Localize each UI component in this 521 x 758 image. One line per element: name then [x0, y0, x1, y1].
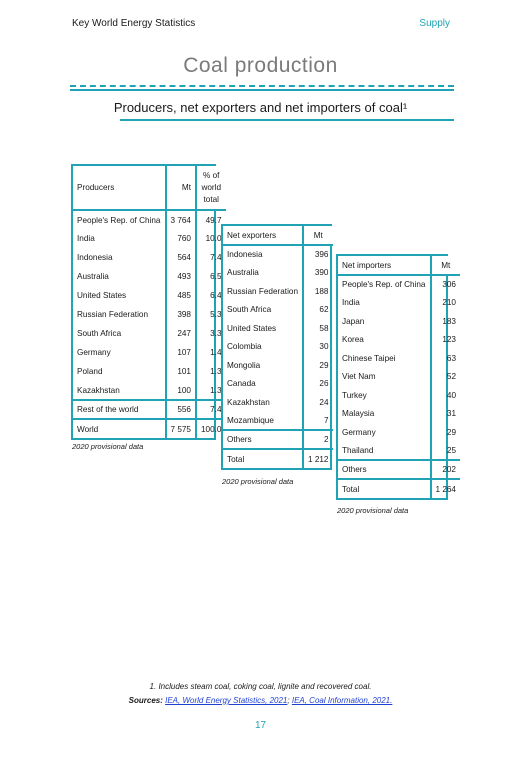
importer-row [338, 368, 460, 387]
share-header-line-2: world [201, 182, 222, 192]
importer-mt: 52 [431, 368, 461, 387]
producers-col-mt-header: Mt [166, 166, 197, 210]
producer-country: Australia [77, 272, 109, 281]
producers-rest-row [73, 400, 226, 419]
producer-row [73, 210, 226, 229]
importer-row [338, 442, 460, 461]
share-header-line-1: % of [203, 170, 220, 180]
exporter-mt: 188 [303, 282, 333, 301]
producer-country: United States [77, 291, 127, 300]
producer-country: Germany [77, 348, 111, 357]
page-number: 17 [254, 720, 267, 731]
producer-mt: 398 [166, 305, 197, 324]
exporters-total-value: 1 212 [303, 449, 333, 468]
producer-row [73, 381, 226, 400]
exporter-mt: 62 [303, 301, 333, 320]
exporters-others-label: Others [223, 430, 303, 449]
importer-mt: 306 [431, 275, 461, 294]
importers-col-mt-header: Mt [431, 256, 461, 275]
exporter-mt: 24 [303, 393, 333, 412]
exporters-header-row [223, 226, 333, 245]
producer-mt: 564 [166, 248, 197, 267]
importer-country: Korea [342, 335, 364, 345]
importers-col-name-header: Net importers [338, 256, 431, 275]
importer-row [338, 386, 460, 405]
exporter-country: United States [227, 323, 277, 333]
importer-mt: 25 [431, 442, 461, 461]
exporter-row [223, 245, 333, 264]
producer-mt: 101 [166, 362, 197, 381]
exporter-mt: 396 [303, 245, 333, 264]
producer-country: Indonesia [77, 253, 113, 262]
producer-share: 1.3 [196, 362, 226, 381]
importers-total-value: 1 264 [431, 479, 461, 498]
producers-note: 2020 provisional data [72, 442, 144, 451]
exporter-country: Kazakhstan [227, 397, 270, 407]
producer-country: Russian Federation [77, 310, 148, 319]
importers-note: 2020 provisional data [337, 506, 409, 515]
exporter-row [223, 375, 333, 394]
world-share: 100.0 [196, 419, 226, 438]
importers-others-value: 202 [431, 460, 461, 479]
page-title: Coal production [183, 54, 338, 77]
producer-mt: 247 [166, 324, 197, 343]
exporters-total-row [223, 449, 333, 468]
producer-row [73, 343, 226, 362]
source-link-world-energy-statistics[interactable]: IEA, World Energy Statistics, 2021 [165, 696, 288, 705]
footnote: 1. Includes steam coal, coking coal, lignite and recovered coal. [149, 682, 372, 691]
importer-country: Japan [342, 316, 365, 326]
producer-share: 10.0 [196, 229, 226, 248]
producer-share: 6.5 [196, 267, 226, 286]
exporters-note: 2020 provisional data [222, 477, 294, 486]
importer-country: Malaysia [342, 409, 375, 419]
importer-country: Germany [342, 427, 376, 437]
producers-world-row [73, 419, 226, 438]
importer-mt: 123 [431, 331, 461, 350]
producer-row [73, 362, 226, 381]
importer-country: India [342, 298, 360, 308]
exporter-row [223, 412, 333, 431]
exporter-country: Mozambique [227, 415, 274, 425]
share-header-line-3: total [203, 194, 219, 204]
importer-mt: 63 [431, 349, 461, 368]
exporter-row [223, 301, 333, 320]
exporter-mt: 390 [303, 264, 333, 283]
importer-row [338, 349, 460, 368]
importer-row [338, 312, 460, 331]
importers-header-row [338, 256, 460, 275]
importers-others-label: Others [338, 460, 431, 479]
sources-line [0, 696, 521, 705]
producer-share: 6.4 [196, 286, 226, 305]
exporters-col-name-header: Net exporters [223, 226, 303, 245]
sources-separator: ; [287, 696, 292, 705]
rest-label: Rest of the world [73, 400, 166, 419]
exporter-mt: 26 [303, 375, 333, 394]
exporter-mt: 29 [303, 356, 333, 375]
exporter-country: Mongolia [227, 360, 261, 370]
exporter-country: Australia [227, 268, 259, 278]
producers-header-row [73, 166, 226, 210]
sources-prefix: Sources: [128, 696, 166, 705]
exporters-table [221, 224, 332, 470]
importers-total-row [338, 479, 460, 498]
producer-country: India [77, 234, 95, 243]
producer-share: 1.3 [196, 381, 226, 400]
exporter-country: South Africa [227, 305, 272, 315]
exporter-row [223, 393, 333, 412]
importer-row [338, 331, 460, 350]
producer-mt: 493 [166, 267, 197, 286]
world-label: World [73, 419, 166, 438]
producer-mt: 760 [166, 229, 197, 248]
exporters-col-mt-header: Mt [303, 226, 333, 245]
producer-row [73, 267, 226, 286]
producer-share: 1.4 [196, 343, 226, 362]
importer-country: People's Rep. of China [342, 280, 426, 290]
producers-table [71, 164, 222, 440]
producer-share: 5.3 [196, 305, 226, 324]
importer-row [338, 294, 460, 313]
importer-country: Chinese Taipei [342, 353, 396, 363]
exporter-row [223, 282, 333, 301]
producer-row [73, 324, 226, 343]
exporter-mt: 30 [303, 338, 333, 357]
producer-share: 49.7 [196, 210, 226, 229]
producer-share: 7.4 [196, 248, 226, 267]
producer-mt: 107 [166, 343, 197, 362]
exporter-row [223, 264, 333, 283]
producer-row [73, 305, 226, 324]
producers-col-name-header: Producers [73, 166, 166, 210]
rest-mt: 556 [166, 400, 197, 419]
source-link-coal-information[interactable]: IEA, Coal Information, 2021. [291, 696, 393, 705]
exporters-others-row [223, 430, 333, 449]
importer-country: Thailand [342, 445, 374, 455]
exporters-others-value: 2 [303, 430, 333, 449]
producer-mt: 485 [166, 286, 197, 305]
importer-row [338, 423, 460, 442]
header-doc-title: Key World Energy Statistics [72, 18, 196, 29]
producer-row [73, 229, 226, 248]
importer-mt: 40 [431, 386, 461, 405]
importer-mt: 29 [431, 423, 461, 442]
exporter-country: Indonesia [227, 250, 263, 260]
exporter-country: Canada [227, 379, 256, 389]
exporters-total-label: Total [223, 449, 303, 468]
exporter-row [223, 356, 333, 375]
exporter-mt: 7 [303, 412, 333, 431]
producer-country: Kazakhstan [77, 385, 120, 395]
importers-total-label: Total [338, 479, 431, 498]
world-mt: 7 575 [166, 419, 197, 438]
title-dashed-divider [70, 85, 454, 87]
producer-country: South Africa [77, 329, 122, 338]
importers-table [336, 254, 456, 500]
producer-mt: 3 764 [166, 210, 197, 229]
producer-mt: 100 [166, 381, 197, 400]
title-solid-divider [70, 89, 454, 91]
producer-row [73, 286, 226, 305]
importers-others-row [338, 460, 460, 479]
header-section-label: Supply [419, 18, 450, 29]
importer-mt: 31 [431, 405, 461, 424]
exporter-country: Russian Federation [227, 286, 298, 296]
subtitle-divider [120, 119, 454, 121]
producer-country: People's Rep. of China [77, 215, 161, 225]
producer-share: 3.3 [196, 324, 226, 343]
importer-mt: 183 [431, 312, 461, 331]
producer-row [73, 248, 226, 267]
importer-row [338, 405, 460, 424]
exporter-row [223, 319, 333, 338]
producers-col-share-header [196, 166, 226, 210]
importer-mt: 210 [431, 294, 461, 313]
importer-row [338, 275, 460, 294]
importer-country: Turkey [342, 390, 367, 400]
rest-share: 7.4 [196, 400, 226, 419]
exporter-country: Colombia [227, 342, 262, 352]
page-subtitle: Producers, net exporters and net importers of coal¹ [113, 100, 408, 115]
exporter-mt: 58 [303, 319, 333, 338]
producer-country: Poland [77, 367, 103, 376]
exporter-row [223, 338, 333, 357]
importer-country: Viet Nam [342, 372, 376, 382]
